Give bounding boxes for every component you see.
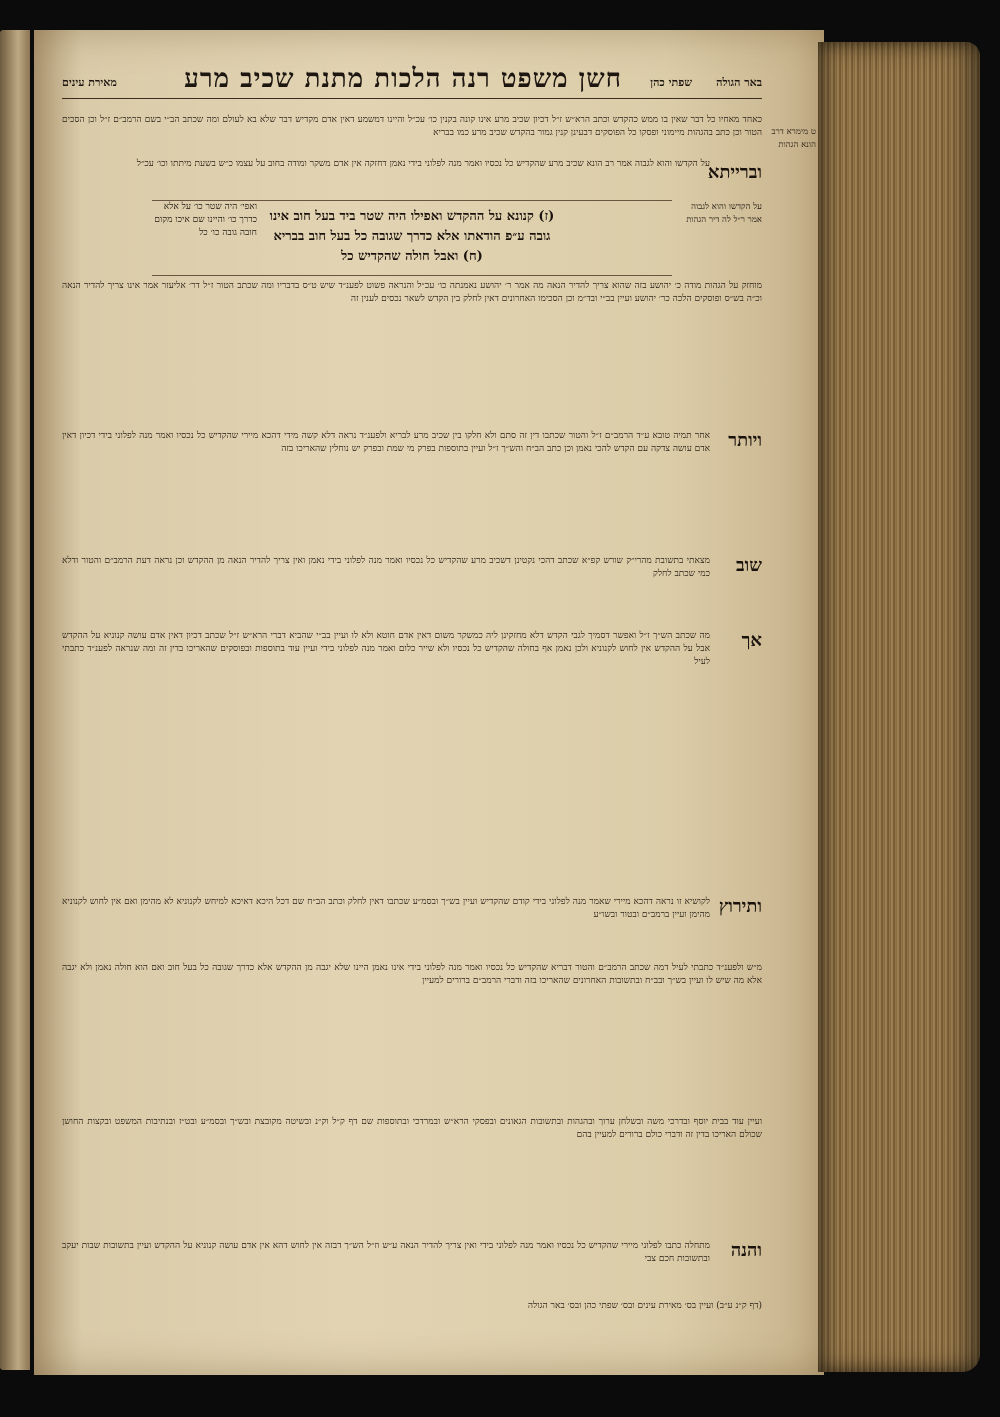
- text-block-4: [62, 430, 762, 550]
- text-block-7: [62, 896, 762, 956]
- lead-word-3: שוב: [735, 555, 762, 576]
- previous-page-edge: [0, 30, 30, 1370]
- page-title: חשן משפט רנה הלכות מתנת שכיב מרע: [184, 64, 622, 94]
- page-header: [62, 58, 762, 99]
- header-left-label: מאירת עינים: [62, 76, 117, 89]
- text-block-3: [62, 280, 762, 425]
- paragraph-1: כאחד מאחיו כל דבר שאין בו ממש כהקדש וכתב הרא״ש ז״ל דכיון שכיב מרע אינו קונה בקנין כו׳ עכ״ל והיינו דמשמע דאין אדם מקדיש דבר שלא בא לעולם ומה שכתב הב״י בשם הרמב״ם ז״ל וכן הסכים הטור וכן כתב בהגהות מיימוני ופסקו כל הפוסקים דבעינן קנין גמור בהקדש שכיב מרע כמו בבריא: [62, 115, 762, 139]
- header-right-label: באר הגולה: [716, 76, 762, 89]
- paragraph-7: לקושיא זו נראה דהכא מיירי שאמר מנה לפלוני בידי קודם שהקדיש ועיין בש״ך ובסמ״ע שכתבו דאין לחלק וכתב הב״ח שם דכל היכא דאיכא למיחש לקנוניא לא מהימן ואם אין לחוש לקנוניא מהימן ועיין ברמב״ם ובטור ובשו״ע: [62, 897, 710, 921]
- paragraph-2: על הקדשו והוא לגבוה אמר רב הונא שכיב מרע שהקדיש כל נכסיו ואמר מנה לפלוני בידי נאמן דחזקה אין אדם משקר ומודה בחוב על עצמו כ״ש בשעת מיתתו וכו׳ עכ״ל: [136, 159, 710, 169]
- lead-word-6: והנה: [730, 1240, 762, 1261]
- text-block-5: [62, 555, 762, 623]
- paragraph-10: מתחלה כתבו לפלוני מיירי שהקדיש כל נכסיו ואמר מנה לפלוני בידי ואין צריך להדיר הנאה ע״ש וז״ל הש״ך דבזה אין לחוש דהא אין אדם עושה קנוניא על ההקדש ועיין בתשובות שבות יעקב ובתשובות חכם צבי: [62, 1241, 710, 1265]
- paragraph-11: (דף ק״נ ע״ב) ועיין בס׳ מאירת עינים ובס׳ שפתי כהן ובס׳ באר הגולה: [527, 1301, 762, 1311]
- text-block-9: [62, 1116, 762, 1236]
- lead-word-2: ויותר: [728, 430, 762, 451]
- header-right-label-2: שפתי כהן: [650, 76, 692, 89]
- page-content: [62, 58, 762, 1343]
- lead-word-5: ותירוץ: [718, 896, 762, 917]
- main-text-side-right: על הקדשו והוא לגבוה אמר ר״ל לה דיר הגהות: [686, 202, 762, 225]
- paragraph-9: ועיין עוד בבית יוסף ובדרכי משה ובשלחן ערוך ובהגהות ובתשובות הגאונים ובפסקי הרא״ש ובמרדכי ובתוספות שם דף ק״ל וק״נ ובשיטה מקובצת ובש״ך ובסמ״ע ובט״ז ובנתיבות המשפט ובקצות החושן שכולם האריכו בדין זה ודברי כולם ברורים למעיין בהם: [62, 1117, 762, 1141]
- page-edges: [818, 42, 980, 1372]
- text-block-6: [62, 630, 762, 890]
- text-block-10: [62, 1240, 762, 1296]
- paragraph-6: מה שכתב הש״ך ז״ל ואפשר דסמיך לגבי הקדש דלא מחזקינן ליה כמשקר משום דאין אדם חוטא ולא לו ועיין בב״י שהביא דברי הרא״ש ז״ל שכתב דכיון דאין אדם עושה קנוניא על ההקדש אבל על ההקדש אין לחוש לקנוניא ולכן נאמן אף בחולה שהקדיש כל נכסיו ולא שייר כלום ואמר מנה לפלוני בידי ועיין עוד בתוספות ובפוסקים שהאריכו בדין זה ומה שנראה לפענ״ד כתבתי לעיל: [62, 631, 710, 668]
- paragraph-4: אחר תמיה טובא ע״ד הרמב״ם ז״ל והטור שכתבו דין זה סתם ולא חלקו בין שכיב מרע לבריא ולפענ״ד נראה דלא קשה מידי דהכא מיירי שהקדיש כל נכסיו ואמר מנה לפלוני בידי דכיון דאין אדם עושה צדקה עם הקדש להכי נאמן וכן כתב הב״ח והש״ך ז״ל ועיין בתוספות בפרק מי שמת ובפרק יש נוחלין שהאריכו בזה: [62, 431, 710, 455]
- lead-word-1: וברייתא: [707, 162, 762, 183]
- margin-note: ט מימרא דרב הונא הגהות: [771, 127, 816, 150]
- paragraph-5: מצאתי בתשובת מהרי״ק שורש קפ״א שכתב דהכי נקטינן דשכיב מרע שהקדיש כל נכסיו ואמר מנה לפלוני בידי נאמן ואין צריך להדיר הנאה מן ההקדש וכן נראה דעת הרמב״ם והטור ודלא כמי שכתב לחלק: [62, 556, 710, 580]
- text-block-8: [62, 962, 762, 1112]
- main-text-box: [152, 200, 762, 276]
- paragraph-3: מוחזק על הגהות מודה כ׳ יהושע בזה שהוא צריך להדיר הנאה מה אמר ר׳ יהושע נאמנתה כו׳ עכ״ל והנראה פשוט לפענ״ד שיש ט״ס בדבריו ומה שכתב הטור ז״ל דר׳ אליעזר אמר אינו צריך להדיר הנאה וכ״ה בש״ס ופוסקים הלכה כר׳ יהושע ועיין בב״י ובד״מ וכן הסכימו האחרונים דאין לחלק בין הקדש לשאר נכסים לענין זה: [62, 281, 762, 305]
- text-block-1: [62, 114, 762, 154]
- main-text-side-left: ואפי׳ היה שטר כו׳ על אלא כדרך כו׳ והיינו שם איכו מקום חובה גובה כו׳ כל: [154, 202, 257, 238]
- text-block-11: [62, 1300, 762, 1330]
- lead-word-4: אך: [741, 630, 762, 651]
- paragraph-8: מ״ש ולפענ״ד כתבתי לעיל דמה שכתב הרמב״ם והטור דבריא שהקדיש כל נכסיו ואמר מנה לפלוני בידי אינו נאמן היינו שלא יגבה מן ההקדש אלא כדרך שגובה כל בעל חוב ואם הוא חולה נאמן ולא יגבה אלא מה שיש לו ועיין בש״ך ובב״ח ובתשובות האחרונים שהאריכו בזה ודברי הרמב״ם ברורים למעיין: [62, 963, 762, 987]
- main-text: (ז) קנונא על ההקדש ואפילו היה שטר ביד בעל חוב אינו גובה ע״פ הודאתו אלא כדרך שגובה כל בעל חוב בבריא (ח) ואבל חולה שהקדיש כל: [269, 209, 555, 264]
- text-block-2: [62, 158, 762, 198]
